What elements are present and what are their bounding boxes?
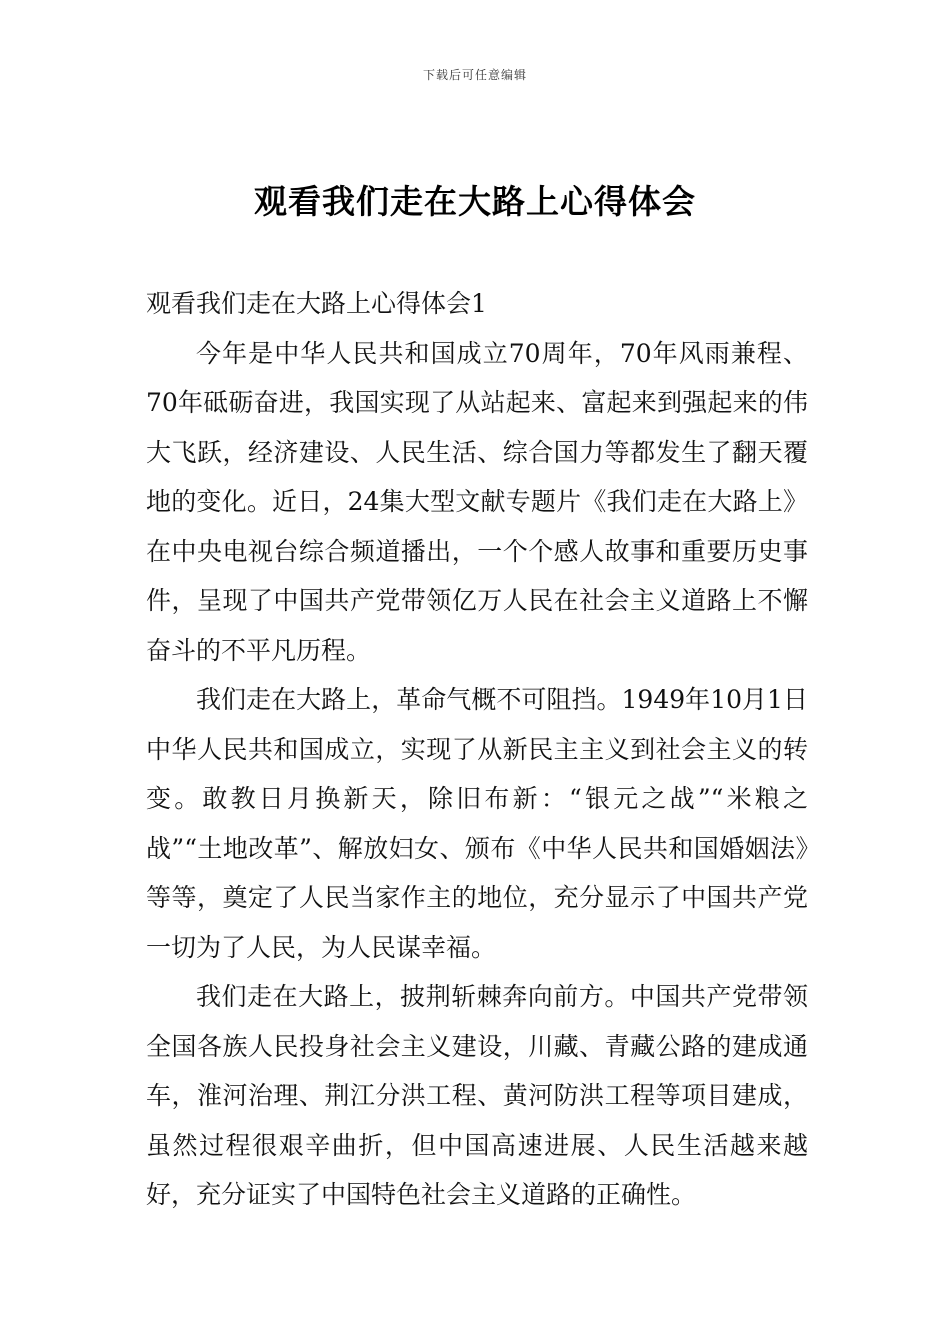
section-subtitle: 观看我们走在大路上心得体会1 [146, 289, 487, 318]
paragraph-3: 我们走在大路上，披荆斩棘奔向前方。中国共产党带领全国各族人民投身社会主义建设，川藏、青藏公路的建成通车，淮河治理、荆江分洪工程、黄河防洪工程等项目建成，虽然过程很艰辛曲折，但中国高速进展、人民生活越来越好，充分证实了中国特色社会主义道路的正确性。 [146, 982, 808, 1209]
document-body [146, 279, 808, 1220]
paragraph-2: 我们走在大路上，革命气概不可阻挡。1949年10月1日中华人民共和国成立，实现了从新民主主义到社会主义的转变。敢教日月换新天，除旧布新：“银元之战”“米粮之战”“土地改革”、解放妇女、颁布《中华人民共和国婚姻法》等等，奠定了人民当家作主的地位，充分显示了中国共产党一切为了人民，为人民谋幸福。 [146, 685, 808, 962]
header-note: 下载后可任意编辑 [422, 68, 527, 82]
document-title: 观看我们走在大路上心得体会 [254, 182, 696, 221]
paragraph-1: 今年是中华人民共和国成立70周年，70年风雨兼程、70年砥砺奋进，我国实现了从站起来、富起来到强起来的伟大飞跃，经济建设、人民生活、综合国力等都发生了翻天覆地的变化。近日，24集大型文献专题片《我们走在大路上》在中央电视台综合频道播出，一个个感人故事和重要历史事件，呈现了中国共产党带领亿万人民在社会主义道路上不懈奋斗的不平凡历程。 [146, 338, 808, 665]
